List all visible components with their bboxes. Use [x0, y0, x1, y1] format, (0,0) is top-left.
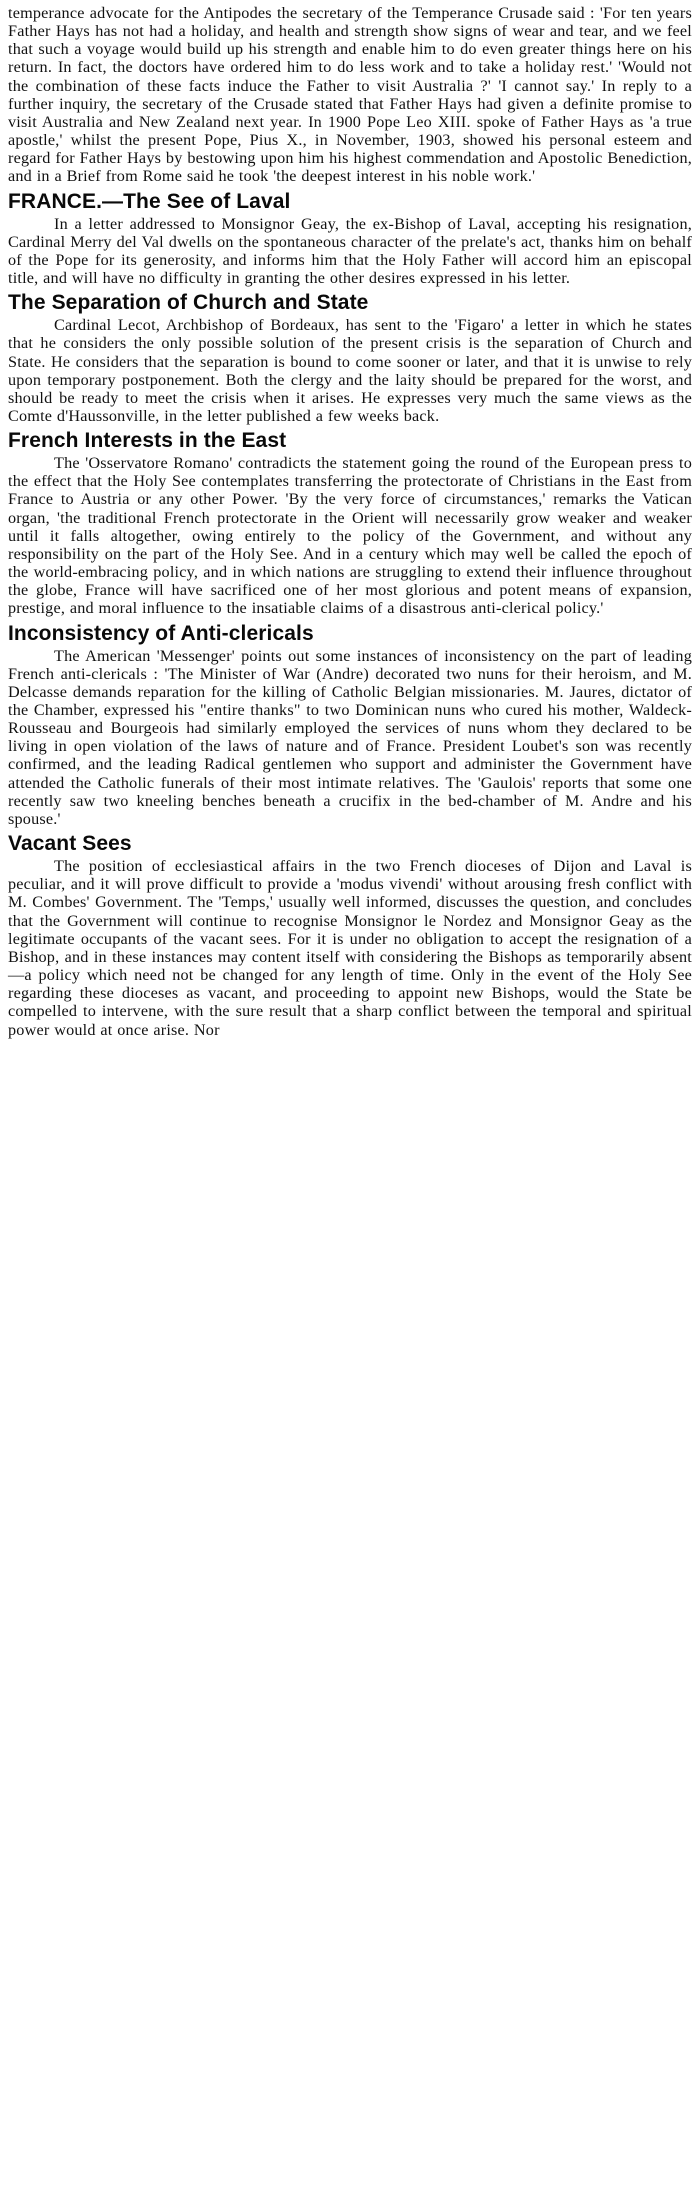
section-paragraph: The position of ecclesiastical affairs in the two French dioceses of Dijon and Laval is peculiar, and it will prove difficult to provide a 'modus vivendi' without arousing fresh conflict with M. Combes' Government. The 'Temps,' usually well informed, discusses the question, and concludes that the Government will continue to recognise Monsignor le Nordez and Monsignor Geay as the legitimate occupants of the vacant sees. For it is under no obligation to accept the resignation of a Bishop, and in these instances may content itself with considering the Bishops as temporarily absent—a policy which need not be changed for any length of time. Only in the event of the Holy See regarding these dioceses as vacant, and proceeding to appoint new Bishops, would the State be compelled to intervene, with the sure result that a sharp conflict between the temporal and spiritual power would at once arise. Nor [8, 857, 692, 1039]
section-heading: The Separation of Church and State [8, 291, 369, 315]
section-heading: French Interests in the East [8, 429, 287, 453]
section-heading: Vacant Sees [8, 832, 132, 856]
section-paragraph: The 'Osservatore Romano' contradicts the statement going the round of the European press to the effect that the Holy See contemplates transferring the protectorate of Christians in the East from France to Austria or any other Power. 'By the very force of circumstances,' remarks the Vatican organ, 'the traditional French protectorate in the Orient will necessarily grow weaker and weaker until it falls altogether, owing entirely to the policy of the Government, and without any responsibility on the part of the Holy See. And in a century which may well be called the epoch of the world-embracing policy, and in which nations are struggling to extend their influence throughout the globe, France will have sacrificed one of her most glorious and potent means of expansion, prestige, and moral influence to the insatiable claims of a disastrous anti-clerical policy.' [8, 454, 692, 618]
section-heading: FRANCE.—The See of Laval [8, 189, 291, 213]
section-see-of-laval [8, 190, 692, 288]
intro-section [8, 4, 692, 186]
section-paragraph: In a letter addressed to Monsignor Geay, the ex-Bishop of Laval, accepting his resignation, Cardinal Merry del Val dwells on the spontaneous character of the prelate's act, thanks him on behalf of the Pope for its generosity, and informs him that the Holy Father will accord him an episcopal title, and will have no difficulty in granting the other desires expressed in his letter. [8, 214, 692, 288]
section-inconsistency-anticlericals [8, 622, 692, 829]
section-vacant-sees [8, 832, 692, 1039]
section-separation-church-state [8, 291, 692, 425]
section-french-interests-east [8, 429, 692, 617]
section-paragraph: The American 'Messenger' points out some instances of inconsistency on the part of leading French anti-clericals : 'The Minister of War (Andre) decorated two nuns for their heroism, and M. Delcasse demands reparation for the killing of Catholic Belgian missionaries. M. Jaures, dictator of the Chamber, expressed his "entire thanks" to two Dominican nuns who cured his mother, Waldeck-Rousseau and Bourgeois had similarly employed the services of nuns whom they declared to be living in open violation of the laws of nature and of France. President Loubet's son was recently confirmed, and the leading Radical gentlemen who support and administer the Government have attended the Catholic funerals of their most intimate relatives. The 'Gaulois' reports that some one recently saw two kneeling benches beneath a crucifix in the bed-chamber of M. Andre and his spouse.' [8, 646, 692, 828]
section-heading: Inconsistency of Anti-clericals [8, 621, 314, 645]
intro-paragraph: temperance advocate for the Antipodes the secretary of the Temperance Crusade said : 'For ten years Father Hays has not had a holiday, and health and strength show signs of wear and tear, and we feel that such a voyage would build up his strength and enable him to do even greater things here on his return. In fact, the doctors have ordered him to do less work and to take a holiday rest.' 'Would not the combination of these facts induce the Father to visit Australia ?' 'I cannot say.' In reply to a further inquiry, the secretary of the Crusade stated that Father Hays had given a definite promise to visit Australia and New Zealand next year. In 1900 Pope Leo XIII. spoke of Father Hays as 'a true apostle,' whilst the present Pope, Pius X., in November, 1903, showed his personal esteem and regard for Father Hays by bestowing upon him his highest commendation and Apostolic Benediction, and in a Brief from Rome said he took 'the deepest interest in his noble work.' [8, 4, 692, 186]
section-paragraph: Cardinal Lecot, Archbishop of Bordeaux, has sent to the 'Figaro' a letter in which he states that he considers the only possible solution of the present crisis is the separation of Church and State. He considers that the separation is bound to come sooner or later, and that it is unwise to rely upon temporary postponement. Both the clergy and the laity should be prepared for the worst, and should be ready to meet the crisis when it arises. He expresses very much the same views as the Comte d'Haussonville, in the letter published a few weeks back. [8, 316, 692, 425]
